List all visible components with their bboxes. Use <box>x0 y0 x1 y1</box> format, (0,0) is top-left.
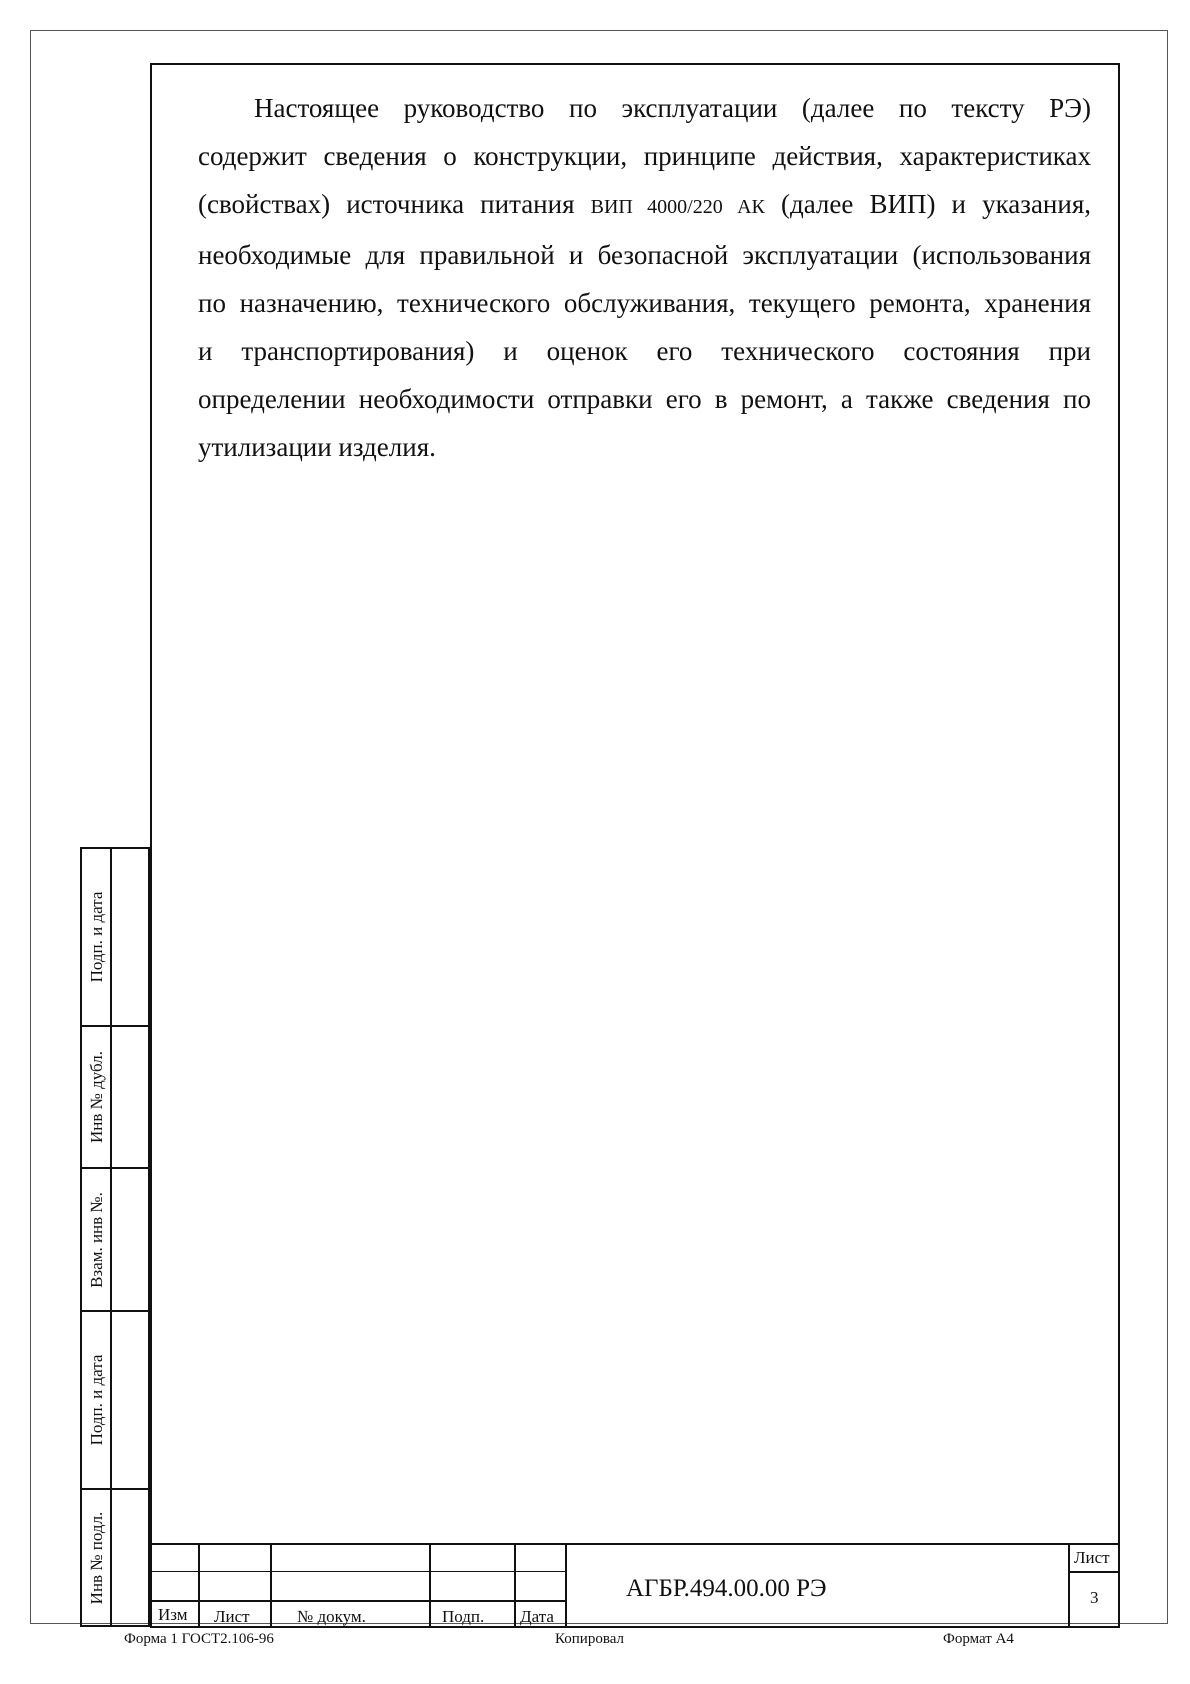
tb-sheet-number: 3 <box>1090 1588 1099 1607</box>
side-stamp <box>80 847 150 1627</box>
tb-col-line-4 <box>514 1543 516 1628</box>
tb-row-line-2 <box>150 1600 566 1602</box>
body-line-1: Настоящее руководство по эксплуатации (далее по тексту РЭ) <box>254 93 1091 123</box>
tb-col-line-6 <box>1068 1543 1070 1628</box>
tb-col-line-1 <box>198 1543 200 1628</box>
side-cell-podp-data-1 <box>82 849 150 1027</box>
side-label-inv-podl: Инв № подл. <box>87 1511 106 1604</box>
tb-sheet-label: Лист <box>1074 1548 1110 1567</box>
tb-label-list: Лист <box>214 1607 250 1626</box>
title-block <box>150 1543 1120 1628</box>
body-line-3a: (свойствах) источника питания <box>198 189 591 219</box>
tb-label-n-dokum: № докум. <box>297 1607 366 1626</box>
tb-col-line-2 <box>270 1543 272 1628</box>
side-cell-vzam-inv <box>82 1169 150 1312</box>
body-line-7: определении необходимости отправки его в ремонт, а также сведения по <box>198 384 1091 414</box>
tb-label-podp: Подп. <box>442 1607 485 1626</box>
device-name: ВИП 4000/220 АК <box>590 196 765 218</box>
side-label-podp-data-2: Подп. и дата <box>87 1354 106 1446</box>
body-paragraph <box>198 84 1091 471</box>
body-line-4: необходимые для правильной и безопасной эксплуатации (использования <box>198 240 1091 270</box>
body-line-6: и транспортирования) и оценок его технического состояния при <box>198 336 1091 366</box>
side-cell-inv-dubl <box>82 1027 150 1169</box>
body-line-3 <box>198 180 1091 231</box>
tb-col-line-5 <box>565 1543 567 1628</box>
document-code: АГБР.494.00.00 РЭ <box>626 1575 827 1602</box>
side-label-inv-dubl: Инв № дубл. <box>87 1050 106 1144</box>
body-line-8: утилизации изделия. <box>198 432 436 462</box>
body-line-2: содержит сведения о конструкции, принципе действия, характеристиках <box>198 141 1091 171</box>
tb-sheet-line <box>1068 1571 1120 1573</box>
tb-label-data: Дата <box>520 1607 554 1626</box>
side-label-podp-data-1: Подп. и дата <box>87 891 106 983</box>
tb-label-izm: Изм <box>158 1605 188 1624</box>
footer-form: Форма 1 ГОСТ2.106-96 <box>124 1631 274 1647</box>
footer-format: Формат А4 <box>943 1631 1014 1647</box>
body-line-5: по назначению, технического обслуживания, текущего ремонта, хранения <box>198 288 1091 318</box>
side-cell-podp-data-2 <box>82 1312 150 1490</box>
tb-row-line-1 <box>150 1571 566 1572</box>
tb-col-line-3 <box>429 1543 431 1628</box>
side-cell-inv-podl <box>82 1490 150 1625</box>
body-line-3c: (далее ВИП) и указания, <box>764 189 1091 219</box>
footer-copied: Копировал <box>555 1631 624 1647</box>
tb-top-line <box>150 1543 1120 1545</box>
side-label-vzam-inv: Взам. инв №. <box>87 1191 106 1288</box>
